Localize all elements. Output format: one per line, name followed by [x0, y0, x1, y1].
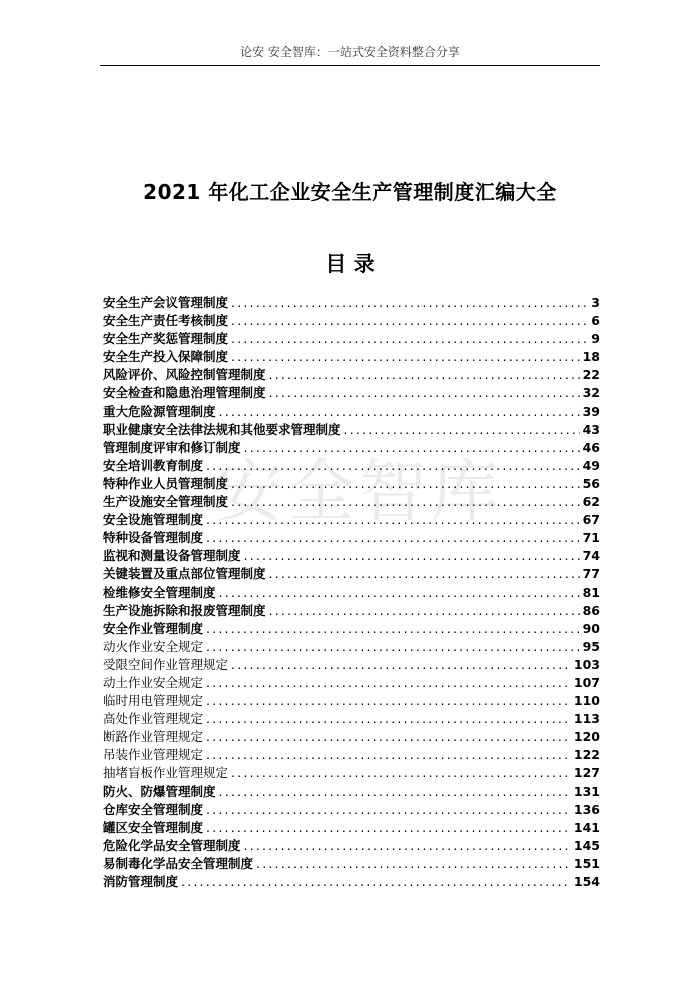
toc-entry-page-number: 71 — [582, 530, 600, 546]
dot-leader — [206, 801, 571, 819]
toc-entry-page-number: 81 — [582, 584, 600, 600]
document-title: 2021 年化工企业安全生产管理制度汇编大全 — [143, 180, 557, 204]
dot-leader — [231, 764, 571, 782]
toc-entry-title: 安全生产投入保障制度 — [103, 349, 229, 365]
dot-leader — [231, 348, 580, 366]
dot-leader — [269, 384, 580, 402]
toc-entry-title: 安全作业管理制度 — [103, 620, 204, 636]
toc-entry-page-number: 49 — [582, 457, 600, 473]
toc-entry[interactable] — [103, 384, 600, 402]
toc-entry[interactable] — [103, 783, 600, 801]
toc-entry-page-number: 95 — [582, 638, 600, 654]
dot-leader — [269, 366, 580, 384]
toc-entry[interactable] — [103, 312, 600, 330]
toc-entry-page-number: 9 — [591, 331, 600, 347]
toc-entry-title: 职业健康安全法律法规和其他要求管理制度 — [103, 421, 341, 437]
dot-leader — [231, 656, 571, 674]
toc-entry-page-number: 86 — [582, 602, 600, 618]
toc-entry-title: 安全生产奖惩管理制度 — [103, 331, 229, 347]
toc-entry-page-number: 39 — [582, 403, 600, 419]
dot-leader — [256, 855, 571, 873]
dot-leader — [244, 547, 580, 565]
toc-entry-title: 易制毒化学品安全管理制度 — [103, 855, 254, 871]
table-of-contents — [103, 294, 600, 891]
toc-entry-title: 安全生产责任考核制度 — [103, 313, 229, 329]
toc-entry-page-number: 154 — [573, 874, 600, 889]
dot-leader — [206, 620, 580, 638]
toc-entry[interactable] — [103, 366, 600, 384]
toc-entry-page-number: 151 — [573, 855, 600, 871]
dot-leader — [206, 638, 580, 656]
dot-leader — [269, 602, 580, 620]
dot-leader — [206, 457, 580, 475]
toc-entry[interactable] — [103, 493, 600, 511]
toc-entry[interactable] — [103, 746, 600, 764]
toc-entry-page-number: 131 — [573, 783, 600, 799]
toc-entry-page-number: 122 — [573, 747, 600, 763]
dot-leader — [231, 475, 580, 493]
toc-entry-title: 检维修安全管理制度 — [103, 584, 216, 600]
toc-entry[interactable] — [103, 855, 600, 873]
toc-heading: 目 录 — [325, 252, 375, 276]
toc-entry-title: 特种作业人员管理制度 — [103, 475, 229, 491]
dot-leader — [244, 439, 580, 457]
toc-entry-page-number: 103 — [573, 656, 600, 672]
toc-entry-page-number: 62 — [582, 494, 600, 510]
dot-leader — [181, 873, 571, 891]
toc-entry-title: 生产设施安全管理制度 — [103, 494, 229, 510]
toc-entry[interactable] — [103, 421, 600, 439]
toc-entry[interactable] — [103, 656, 600, 674]
toc-entry[interactable] — [103, 873, 600, 891]
toc-entry[interactable] — [103, 348, 600, 366]
toc-entry-page-number: 22 — [582, 367, 600, 383]
dot-leader — [244, 837, 571, 855]
toc-entry-page-number: 67 — [582, 512, 600, 528]
dot-leader — [231, 493, 580, 511]
dot-leader — [206, 511, 580, 529]
toc-entry[interactable] — [103, 638, 600, 656]
dot-leader — [219, 783, 571, 801]
toc-entry[interactable] — [103, 602, 600, 620]
toc-entry[interactable] — [103, 620, 600, 638]
toc-entry-title: 生产设施拆除和报废管理制度 — [103, 602, 266, 618]
toc-entry-page-number: 90 — [582, 620, 600, 636]
toc-entry-title: 监视和测量设备管理制度 — [103, 548, 241, 564]
toc-entry-page-number: 32 — [582, 385, 600, 401]
toc-entry-page-number: 18 — [582, 349, 600, 365]
toc-entry-title: 风险评价、风险控制管理制度 — [103, 367, 266, 383]
toc-entry[interactable] — [103, 511, 600, 529]
toc-entry-page-number: 74 — [582, 548, 600, 564]
dot-leader — [206, 529, 580, 547]
dot-leader — [219, 584, 580, 602]
toc-entry-page-number: 46 — [582, 439, 600, 455]
toc-entry-title: 受限空间作业管理规定 — [103, 656, 229, 672]
toc-entry-title: 危险化学品安全管理制度 — [103, 837, 241, 853]
toc-entry-page-number: 43 — [582, 421, 600, 437]
toc-entry-page-number: 110 — [573, 693, 600, 709]
toc-entry-page-number: 141 — [573, 819, 600, 835]
toc-entry-title: 安全培训教育制度 — [103, 457, 204, 473]
toc-entry[interactable] — [103, 764, 600, 782]
toc-entry-title: 抽堵盲板作业管理规定 — [103, 765, 229, 781]
toc-entry[interactable] — [103, 475, 600, 493]
dot-leader — [269, 565, 580, 583]
toc-entry-title: 安全设施管理制度 — [103, 512, 204, 528]
toc-entry[interactable] — [103, 439, 600, 457]
toc-entry-title: 关键装置及重点部位管理制度 — [103, 566, 266, 582]
toc-entry-page-number: 107 — [573, 674, 600, 690]
toc-entry-page-number: 3 — [591, 295, 600, 310]
toc-entry-title: 防火、防爆管理制度 — [103, 783, 216, 799]
watermark: 安全智库 — [215, 453, 504, 532]
toc-entry[interactable] — [103, 584, 600, 602]
dot-leader — [231, 330, 588, 348]
toc-entry-title: 重大危险源管理制度 — [103, 403, 216, 419]
dot-leader — [231, 312, 588, 330]
toc-entry-page-number: 6 — [591, 313, 600, 329]
toc-entry-title: 动火作业安全规定 — [103, 638, 204, 654]
dot-leader — [206, 819, 571, 837]
toc-entry[interactable] — [103, 674, 600, 692]
dot-leader — [206, 710, 571, 728]
toc-entry-title: 吊装作业管理规定 — [103, 747, 204, 763]
toc-entry-title: 仓库安全管理制度 — [103, 801, 204, 817]
toc-entry[interactable] — [103, 565, 600, 583]
dot-leader — [206, 674, 571, 692]
page-header: 论安 安全智库：一站式安全资料整合分享 — [100, 42, 600, 66]
toc-entry[interactable] — [103, 728, 600, 746]
dot-leader — [344, 421, 580, 439]
toc-entry-page-number: 136 — [573, 801, 600, 817]
toc-entry-page-number: 113 — [573, 711, 600, 727]
toc-entry-title: 高处作业管理规定 — [103, 711, 204, 727]
toc-entry[interactable] — [103, 801, 600, 819]
toc-entry[interactable] — [103, 403, 600, 421]
toc-entry-page-number: 56 — [582, 475, 600, 491]
toc-entry-title: 消防管理制度 — [103, 874, 179, 889]
dot-leader — [206, 746, 571, 764]
dot-leader — [206, 728, 571, 746]
toc-entry-title: 特种设备管理制度 — [103, 530, 204, 546]
toc-entry[interactable] — [103, 547, 600, 565]
toc-entry[interactable] — [103, 529, 600, 547]
toc-entry-title: 安全生产会议管理制度 — [103, 295, 229, 310]
dot-leader — [219, 403, 580, 421]
toc-entry-title: 动土作业安全规定 — [103, 674, 204, 690]
toc-entry-title: 安全检查和隐患治理管理制度 — [103, 385, 266, 401]
toc-entry-title: 罐区安全管理制度 — [103, 819, 204, 835]
toc-entry-page-number: 77 — [582, 566, 600, 582]
toc-entry[interactable] — [103, 710, 600, 728]
toc-entry-title: 断路作业管理规定 — [103, 729, 204, 745]
toc-entry[interactable] — [103, 692, 600, 710]
toc-entry[interactable] — [103, 819, 600, 837]
toc-entry-page-number: 145 — [573, 837, 600, 853]
toc-entry[interactable] — [103, 837, 600, 855]
toc-entry[interactable] — [103, 330, 600, 348]
toc-entry[interactable] — [103, 294, 600, 312]
toc-entry-title: 管理制度评审和修订制度 — [103, 439, 241, 455]
dot-leader — [231, 294, 588, 312]
toc-entry-page-number: 127 — [573, 765, 600, 781]
toc-entry-title: 临时用电管理规定 — [103, 693, 204, 709]
toc-entry[interactable] — [103, 457, 600, 475]
dot-leader — [206, 692, 571, 710]
toc-entry-page-number: 120 — [573, 729, 600, 745]
